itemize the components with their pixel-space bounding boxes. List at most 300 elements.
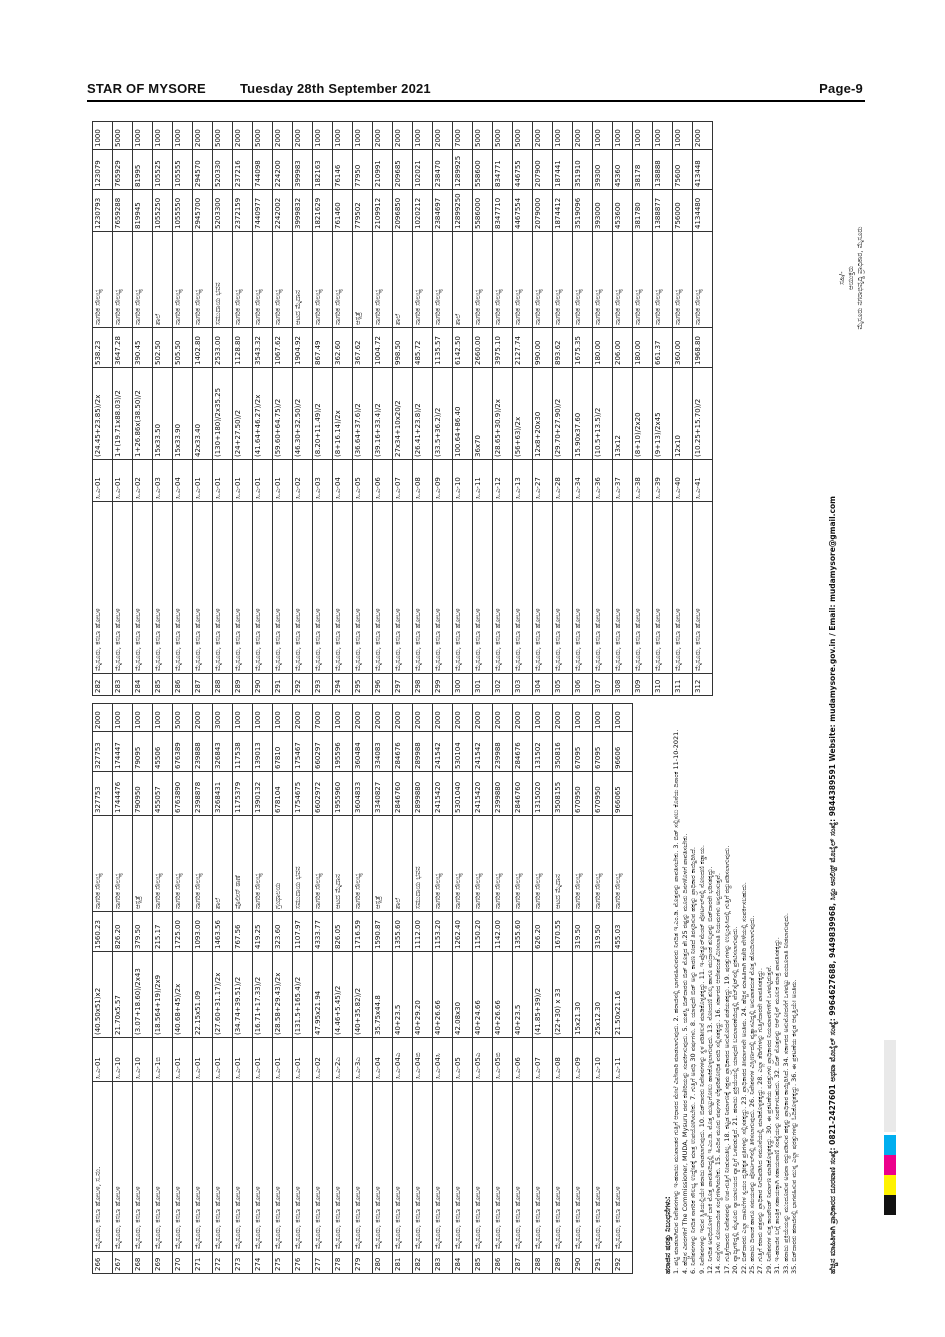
table-cell: 3647.28	[113, 328, 133, 368]
table-cell: ಸಿ.ಎ-08	[553, 1038, 573, 1082]
table-cell: 308	[613, 674, 633, 696]
table-cell: 3000	[213, 704, 233, 732]
table-row	[133, 704, 153, 1274]
table-cell: ಮೈಸೂರು, ಕಸಬಾ ಹೋಬಳಿ	[573, 502, 593, 674]
table-cell: 311	[673, 674, 693, 696]
table-cell: 1000	[613, 122, 633, 150]
table-cell: ಆಟದ ಮೈದಾನ	[293, 232, 313, 328]
table-cell: 286	[493, 1252, 513, 1274]
table-cell: 2096850	[393, 190, 413, 232]
table-cell: 27x34+10x20/2	[393, 368, 413, 460]
table-cell: ಮೈಸೂರು, ಕಸಬಾ ಹೋಬಳಿ	[413, 502, 433, 674]
table-cell: 40+23.5	[393, 952, 413, 1038]
table-cell: ಮೈಸೂರು, ಕಸಬಾ ಹೋಬಳಿ	[153, 1082, 173, 1252]
table-cell: 2000	[493, 704, 513, 732]
table-cell: 1000	[273, 704, 293, 732]
table-cell: (16.71+17.33)/2	[253, 952, 273, 1038]
table-cell: ಸಿ.ಎ-09	[573, 1038, 593, 1082]
table-cell: 292	[293, 674, 313, 696]
table-cell: ಮೈಸೂರು, ಕಸಬಾ ಹೋಬಳಿ	[193, 502, 213, 674]
table-cell: ಮೈಸೂರು, ಕಸಬಾ ಹೋಬಳಿ	[613, 502, 633, 674]
table-cell: 2384697	[433, 190, 453, 232]
table-cell: ಮೈಸೂರು, ಕಸಬಾ ಹೋಬಳಿ	[173, 1082, 193, 1252]
signature-mark: ಸಹಿ/-	[838, 271, 846, 285]
table-cell: (4.46+5.45)/2	[333, 952, 353, 1038]
table-row	[293, 704, 313, 1274]
table-cell: 893.62	[553, 328, 573, 368]
table-cell: ಮೈಸೂರು, ಕಸಬಾ ಹೋಬಳಿ	[373, 1082, 393, 1252]
table-cell: ಮೈಸೂರು, ಕಸಬಾ ಹೋಬಳಿ	[473, 1082, 493, 1252]
table-cell: 302	[493, 674, 513, 696]
terms-line: 25. ಹರಾಜು ದಿನಾಂಕ ಹಾಗೂ ಸಮಯವನ್ನು ಪೋರ್ಟಲ್‌ನಲ್ಲಿ ತಿಳಿಸಲಾಗುವುದು. 26. ನಿವೇಶನಗಳ ವಿಸ್ತೀರ್ಣದಲ್ಲಿ ವ್ಯತ್ಯಾಸವಿದ್ದಲ್ಲಿ ಅನುಪಾತದಂತೆ ಮೊತ್ತ ಹೊಂದಿಸಲಾಗುವುದು.	[748, 915, 757, 1274]
table-cell: ಸಿ.ಎ-40	[673, 460, 693, 502]
table-cell: 3508155	[553, 772, 573, 816]
table-cell: 25x12.30	[593, 952, 613, 1038]
table-cell: 42x33.40	[193, 368, 213, 460]
table-cell: ಸಿ.ಎ-04	[373, 1038, 393, 1082]
table-row	[433, 122, 453, 696]
table-cell: 744098	[253, 150, 273, 190]
table-cell: ನಾಗರಿಕ ಸೌಲಭ್ಯ	[373, 232, 393, 328]
table-row	[233, 704, 253, 1274]
table-cell: ಮೈಸೂರು, ಕಸಬಾ ಹೋಬಳಿ	[213, 502, 233, 674]
table-cell: 351910	[573, 150, 593, 190]
table-cell: ಸಿ.ಎ-01	[93, 460, 113, 502]
table-row	[353, 704, 373, 1274]
table-row	[113, 122, 133, 696]
table-cell: 2000	[293, 704, 313, 732]
table-cell: ನಾಗರಿಕ ಸೌಲಭ್ಯ	[353, 816, 373, 912]
table-cell: (33.5+36.2)/2	[433, 368, 453, 460]
table-cell: (26.41+23.8)/2	[413, 368, 433, 460]
table-cell: 282	[93, 674, 113, 696]
table-cell: 7440977	[253, 190, 273, 232]
table-row	[433, 704, 453, 1274]
table-row	[193, 122, 213, 696]
table-cell: 1590.87	[373, 912, 393, 952]
table-cell: 305	[553, 674, 573, 696]
table-cell: ಮೈಸೂರು, ಕಸಬಾ ಹೋಬಳಿ	[293, 502, 313, 674]
table-cell: (40.68+45)/2x	[173, 952, 193, 1038]
table-cell: 288	[533, 1252, 553, 1274]
table-cell: ಸಿ.ಎ-01	[233, 460, 253, 502]
table-row	[233, 122, 253, 696]
table-cell: 239888	[193, 732, 213, 772]
table-cell: 238470	[433, 150, 453, 190]
table-cell: 1390132	[253, 772, 273, 816]
table-cell: ಸಿ.ಎ-41	[693, 460, 713, 502]
table-cell: 1904.92	[293, 328, 313, 368]
table-cell: ಸಿ.ಎ-03	[313, 460, 333, 502]
table-cell: ಸಿ.ಎ-38	[633, 460, 653, 502]
table-cell: 1754675	[293, 772, 313, 816]
cmyk-cyan	[884, 1135, 896, 1155]
table-cell: 296	[373, 674, 393, 696]
signatory-office: ಮೈಸೂರು ನಗರಾಭಿವೃದ್ಧಿ ಪ್ರಾಧಿಕಾರ, ಮೈಸೂರು	[856, 226, 864, 330]
table-row	[553, 704, 573, 1274]
table-cell: 5000	[493, 122, 513, 150]
table-cell: ಮೈಸೂರು, ಕಸಬಾ ಹೋಬಳಿ, ಸ.ನಂ.	[93, 1082, 113, 1252]
table-cell: 96606	[613, 732, 633, 772]
table-cell: 2109912	[373, 190, 393, 232]
table-cell: 237216	[233, 150, 253, 190]
table-cell: 1821629	[313, 190, 333, 232]
table-cell: ಮೈಸೂರು, ಕಸಬಾ ಹೋಬಳಿ	[373, 502, 393, 674]
table-cell: 505.50	[173, 328, 193, 368]
table-cell: ನಾಗರಿಕ ಸೌಲಭ್ಯ	[473, 232, 493, 328]
table-row	[513, 704, 533, 1274]
table-cell: 867.49	[313, 328, 333, 368]
table-cell: (8+10)/2x20	[633, 368, 653, 460]
table-row	[533, 122, 553, 696]
table-cell: ಮೈಸೂರು, ಕಸಬಾ ಹೋಬಳಿ	[633, 502, 653, 674]
table-cell: ಸಿ.ಎ-07	[393, 460, 413, 502]
table-cell: ಸಿ.ಎ-04ಬಿ	[413, 1038, 433, 1082]
table-cell: 1000	[113, 704, 133, 732]
table-row	[273, 704, 293, 1274]
table-cell: 1289925	[453, 150, 473, 190]
table-cell: 2000	[533, 122, 553, 150]
table-cell: ನಾಗರಿಕ ಸೌಲಭ್ಯ	[153, 816, 173, 912]
auction-terms	[664, 122, 824, 1274]
table-row	[93, 122, 113, 696]
table-cell: 266	[93, 1252, 113, 1274]
table-cell: 362.60	[333, 328, 353, 368]
terms-line: 17. ಗುತ್ತಿಗೆದಾರರು ನಿವೇಶನವನ್ನು ಉಪ-ಗುತ್ತಿಗೆ ನೀಡುವಂತಿಲ್ಲ. 18. ಕಟ್ಟಡ ನಿರ್ಮಾಣಕ್ಕೆ ಸಕ್ಷಮ ಪ್ರಾಧಿಕಾರದ ಅನುಮೋದನೆ ಪಡೆಯತಕ್ಕದ್ದು. 19. ಷರತ್ತುಗಳನ್ನು ಉಲ್ಲಂಘಿಸಿದಲ್ಲಿ ಗುತ್ತಿಗೆ ರದ್ದುಪಡಿಸಲಾಗುವುದು.	[722, 845, 731, 1274]
table-cell: ನಾಗರಿಕ ಸೌಲಭ್ಯ	[613, 232, 633, 328]
table-cell: 2000	[433, 704, 453, 732]
table-cell: ಮೈಸೂರು, ಕಸಬಾ ಹೋಬಳಿ	[313, 502, 333, 674]
table-cell: 1955960	[333, 772, 353, 816]
table-cell: ಆಸ್ಪತ್ರೆ	[133, 816, 153, 912]
table-cell: 3268431	[213, 772, 233, 816]
table-cell: (18.564+19)/2x9	[153, 952, 173, 1038]
table-cell: 2372159	[233, 190, 253, 232]
table-row	[473, 122, 493, 696]
table-cell: (59.60+64.75)/2	[273, 368, 293, 460]
table-cell: 209685	[393, 150, 413, 190]
table-cell: 299	[433, 674, 453, 696]
table-cell: ನಾಗರಿಕ ಸೌಲಭ್ಯ	[173, 232, 193, 328]
table-cell: 289	[553, 1252, 573, 1274]
table-cell: ಮೈಸೂರು, ಕಸಬಾ ಹೋಬಳಿ	[273, 1082, 293, 1252]
table-cell: 2399880	[493, 772, 513, 816]
cmyk-yellow	[884, 1175, 896, 1195]
table-cell: 284676	[513, 732, 533, 772]
table-cell: 1067.62	[273, 328, 293, 368]
table-cell: ಮೈಸೂರು, ಕಸಬಾ ಹೋಬಳಿ	[473, 502, 493, 674]
table-cell: 40+23.5	[513, 952, 533, 1038]
table-cell: ಮೈಸೂರು, ಕಸಬಾ ಹೋಬಳಿ	[573, 1082, 593, 1252]
terms-lines	[672, 122, 798, 1274]
table-cell: ನಾಗರಿಕ ಸೌಲಭ್ಯ	[573, 232, 593, 328]
table-cell: (40.50x51)x2	[93, 952, 113, 1038]
table-row	[113, 704, 133, 1274]
table-cell: 292	[613, 1252, 633, 1274]
table-cell: ಸಿ.ಎ-13	[513, 460, 533, 502]
table-cell: 1135.57	[433, 328, 453, 368]
table-row	[313, 704, 333, 1274]
table-cell: 67095	[593, 732, 613, 772]
table-cell: 502.50	[153, 328, 173, 368]
table-cell: 390.45	[133, 328, 153, 368]
table-cell: ಸಿ.ಎ-37	[613, 460, 633, 502]
table-cell: 350816	[553, 732, 573, 772]
table-cell: (34.74+39.51)/2	[233, 952, 253, 1038]
table-cell: 2415420	[433, 772, 453, 816]
table-cell: 271	[193, 1252, 213, 1274]
table-cell: 1968.80	[693, 328, 713, 368]
table-cell: 1744476	[113, 772, 133, 816]
table-cell: ಪೊಲೀಸ್ ಠಾಣೆ	[233, 816, 253, 912]
table-cell: 5301040	[453, 772, 473, 816]
table-row	[413, 122, 433, 696]
table-cell: 5000	[253, 122, 273, 150]
table-cell: 826.05	[333, 912, 353, 952]
table-cell: 661.37	[653, 328, 673, 368]
table-cell: 4467554	[513, 190, 533, 232]
table-cell: 6602972	[313, 772, 333, 816]
table-cell: ನಾಗರಿಕ ಸೌಲಭ್ಯ	[573, 816, 593, 912]
table-row	[333, 704, 353, 1274]
table-cell: 15.90x37.60	[573, 368, 593, 460]
table-cell: ಸಿ.ಎ-36	[593, 460, 613, 502]
table-cell: (36.64+37.6)/2	[353, 368, 373, 460]
table-cell: 207900	[533, 150, 553, 190]
table-row	[153, 122, 173, 696]
table-cell: 12x10	[673, 368, 693, 460]
terms-line: 20. ವ್ಯಾಜ್ಯಗಳಿದ್ದಲ್ಲಿ ಮೈಸೂರು ನ್ಯಾಯಾಲಯದ ವ್ಯಾಪ್ತಿಗೆ ಒಳಪಡುತ್ತದೆ. 21. ಹರಾಜು ಪ್ರಕ್ರಿಯೆಯಲ್ಲಿ ಯಾವುದೇ ಬದಲಾವಣೆಯಿದ್ದಲ್ಲಿ ವೆಬ್‌ಸೈಟ್‌ನಲ್ಲಿ ಪ್ರಕಟಿಸಲಾಗುವುದು.	[731, 926, 740, 1274]
table-cell: 75600	[673, 150, 693, 190]
table-cell: 210991	[373, 150, 393, 190]
table-cell: 294570	[193, 150, 213, 190]
table-cell: 1463.56	[213, 912, 233, 952]
table-cell: ಮೈಸೂರು, ಕಸಬಾ ಹೋಬಳಿ	[393, 1082, 413, 1252]
table-cell: ಮೈಸೂರು, ಕಸಬಾ ಹೋಬಳಿ	[233, 502, 253, 674]
signature-block	[838, 158, 864, 398]
table-cell: ಆಟದ ಮೈದಾನ	[553, 816, 573, 912]
table-row	[593, 122, 613, 696]
table-cell: 288	[213, 674, 233, 696]
table-cell: 5586000	[473, 190, 493, 232]
table-cell: 1000	[333, 122, 353, 150]
table-cell: 3543.32	[253, 328, 273, 368]
table-cell: ಮೈಸೂರು, ಕಸಬಾ ಹೋಬಳಿ	[413, 1082, 433, 1252]
table-cell: ನಾಗರಿಕ ಸೌಲಭ್ಯ	[613, 816, 633, 912]
table-cell: 2000	[453, 704, 473, 732]
table-cell: ಸಿ.ಎ-05ಎ	[473, 1038, 493, 1082]
table-cell: 67095	[573, 732, 593, 772]
table-cell: (27.60+31.17)/2x	[213, 952, 233, 1038]
table-cell: ನಾಗರಿಕ ಸೌಲಭ್ಯ	[273, 232, 293, 328]
table-cell: 485.72	[413, 328, 433, 368]
table-cell: 278	[333, 1252, 353, 1274]
table-cell: 761460	[333, 190, 353, 232]
table-cell: ಸಿ.ಎ-01	[113, 460, 133, 502]
table-cell: 1004.72	[373, 328, 393, 368]
table-cell: 287	[193, 674, 213, 696]
table-cell: 834771	[493, 150, 513, 190]
table-cell: ಸಿ.ಎ-1ಬಿ	[153, 1038, 173, 1082]
table-cell: 267	[113, 1252, 133, 1274]
table-cell: (10.25+15.70)/2	[693, 368, 713, 460]
table-cell: 4333.77	[313, 912, 333, 952]
table-cell: 399983	[293, 150, 313, 190]
table-cell: 290	[573, 1252, 593, 1274]
table-row	[253, 704, 273, 1274]
table-cell: ಸಿ.ಎ-01	[273, 1038, 293, 1082]
table-cell: ಸಿ.ಎ-01	[213, 1038, 233, 1082]
table-cell: 2000	[693, 122, 713, 150]
table-cell: ಆಸ್ಪತ್ರೆ	[373, 816, 393, 912]
table-row	[493, 122, 513, 696]
table-cell: 2000	[473, 704, 493, 732]
table-cell: ನಾಗರಿಕ ಸೌಲಭ್ಯ	[533, 816, 553, 912]
table-cell: ನಾಗರಿಕ ಸೌಲಭ್ಯ	[533, 232, 553, 328]
table-row	[613, 704, 633, 1274]
table-cell: ಸಿ.ಎ-10	[113, 1038, 133, 1082]
table-cell: (3.07+18.60)/2x43	[133, 952, 153, 1038]
table-cell: 100.64+86.40	[453, 368, 473, 460]
table-cell: 1670.55	[553, 912, 573, 952]
table-cell: ನಾಗರಿಕ ಸೌಲಭ್ಯ	[333, 232, 353, 328]
table-cell: (41.64+46.27)/2x	[253, 368, 273, 460]
table-cell: 15x21.30	[573, 952, 593, 1038]
table-cell: ಸಿ.ಎ-09	[433, 460, 453, 502]
table-cell: 327753	[93, 772, 113, 816]
signatory-title: ಆಯುಕ್ತರು	[847, 265, 855, 291]
table-cell: ಸಿ.ಎ-01	[253, 1038, 273, 1082]
table-cell: ನಾಗರಿಕ ಸೌಲಭ್ಯ	[173, 816, 193, 912]
table-cell: ಮೈಸೂರು, ಕಸಬಾ ಹೋಬಳಿ	[553, 1082, 573, 1252]
table-cell: 520330	[213, 150, 233, 190]
table-cell: ನಾಗರಿಕ ಸೌಲಭ್ಯ	[93, 232, 113, 328]
table-cell: 295	[353, 674, 373, 696]
table-cell: 1262.40	[453, 912, 473, 952]
table-cell: 379.50	[133, 912, 153, 952]
table-cell: 5000	[513, 122, 533, 150]
table-cell: 3340827	[373, 772, 393, 816]
table-cell: 2000	[93, 704, 113, 732]
table-cell: ಸಿ.ಎ-27	[533, 460, 553, 502]
table-cell: ಶಾಲೆ	[453, 232, 473, 328]
table-cell: 826.20	[113, 912, 133, 952]
table-cell: 2079000	[533, 190, 553, 232]
table-cell: ಆಟದ ಮೈದಾನ	[333, 816, 353, 912]
table-cell: 303	[513, 674, 533, 696]
table-cell: 1175379	[233, 772, 253, 816]
table-cell: 304	[533, 674, 553, 696]
table-cell: 105555	[173, 150, 193, 190]
print-margin-bar	[884, 1040, 896, 1132]
table-cell: ಮೈಸೂರು, ಕಸಬಾ ಹೋಬಳಿ	[313, 1082, 333, 1252]
table-cell: 105525	[153, 150, 173, 190]
table-cell: 7000	[453, 122, 473, 150]
table-cell: 327753	[93, 732, 113, 772]
table-cell: ಮೈಸೂರು, ಕಸಬಾ ಹೋಬಳಿ	[693, 502, 713, 674]
table-cell: 7000	[313, 704, 333, 732]
table-cell: 2000	[393, 704, 413, 732]
table-cell: 42.08x30	[453, 952, 473, 1038]
table-cell: 393000	[593, 190, 613, 232]
table-cell: 819945	[133, 190, 153, 232]
table-cell: ಮೈಸೂರು, ಕಸಬಾ ಹೋಬಳಿ	[513, 502, 533, 674]
table-row	[93, 704, 113, 1274]
table-cell: ಮೈಸೂರು, ಕಸಬಾ ಹೋಬಳಿ	[253, 1082, 273, 1252]
table-cell: 1230793	[93, 190, 113, 232]
table-cell: 998.50	[393, 328, 413, 368]
table-cell: 301	[473, 674, 493, 696]
table-cell: ಮೈಸೂರು, ಕಸಬಾ ಹೋಬಳಿ	[253, 502, 273, 674]
table-cell: ಸಿ.ಎ-04ಎ	[393, 1038, 413, 1082]
table-cell: ಸಿ.ಎ-34	[573, 460, 593, 502]
table-cell: 1000	[613, 704, 633, 732]
table-cell: (28.58+29.43)/2x	[273, 952, 293, 1038]
table-cell: ಸಿ.ಎ-10	[453, 460, 473, 502]
table-cell: ನಾಗರಿಕ ಸೌಲಭ್ಯ	[513, 816, 533, 912]
table-cell: ಮೈಸೂರು, ಕಸಬಾ ಹೋಬಳಿ	[133, 1082, 153, 1252]
table-cell: ನಾಗರಿಕ ಸೌಲಭ್ಯ	[593, 816, 613, 912]
table-cell: ಸಿ.ಎ-06	[513, 1038, 533, 1082]
table-cell: 300	[453, 674, 473, 696]
table-cell: ಮೈಸೂರು, ಕಸಬಾ ಹೋಬಳಿ	[113, 1082, 133, 1252]
table-cell: 5000	[473, 122, 493, 150]
table-cell: 1000	[313, 122, 333, 150]
table-cell: 273	[233, 1252, 253, 1274]
table-row	[313, 122, 333, 696]
table-row	[553, 122, 573, 696]
table-cell: ಮೈಸೂರು, ಕಸಬಾ ಹೋಬಳಿ	[433, 502, 453, 674]
notice-content	[86, 118, 866, 1278]
table-cell: 2660.00	[473, 328, 493, 368]
table-cell: 2127.74	[513, 328, 533, 368]
table-cell: 367.62	[353, 328, 373, 368]
table-cell: 102021	[413, 150, 433, 190]
table-cell: ಸಿ.ಎ-04ಸಿ	[433, 1038, 453, 1082]
table-cell: ಸಿ.ಎ-01	[193, 1038, 213, 1082]
table-cell: ನಾಗರಿಕ ಸೌಲಭ್ಯ	[493, 232, 513, 328]
table-cell: ಸಿ.ಎ-10	[593, 1038, 613, 1082]
table-cell: 1874412	[553, 190, 573, 232]
table-cell: (28.65+30.9)/2x	[493, 368, 513, 460]
table-cell: 1000	[353, 122, 373, 150]
table-cell: ಗ್ರಂಥಾಲಯ	[273, 816, 293, 912]
table-cell: ಮೈಸೂರು, ಕಸಬಾ ಹೋಬಳಿ	[273, 502, 293, 674]
table-cell: ಸಿ.ಎ-01	[293, 1038, 313, 1082]
table-cell: 297	[393, 674, 413, 696]
table-cell: 3999832	[293, 190, 313, 232]
table-cell: 195596	[333, 732, 353, 772]
table-cell: 187441	[553, 150, 573, 190]
table-cell: 1000	[633, 122, 653, 150]
table-cell: 2242002	[273, 190, 293, 232]
table-cell: ಸಿ.ಎ-28	[553, 460, 573, 502]
table-cell: 7659288	[113, 190, 133, 232]
table-cell: 1725.00	[173, 912, 193, 952]
table-cell: ಸಿ.ಎ-04	[173, 460, 193, 502]
site-table-left	[92, 703, 633, 1274]
table-row	[193, 704, 213, 1274]
terms-line: 12. ನಿಗದಿತ ಅವಧಿಯೊಳಗೆ ಬಾಕಿ ಮೊತ್ತ ಪಾವತಿಸದಿದ್ದಲ್ಲಿ ಇ.ಎಂ.ಡಿ. ಮೊತ್ತ ಮುಟ್ಟುಗೋಲು ಹಾಕಿಕೊಳ್ಳಲಾಗುವುದು. 13. ನೋಂದಣಿ ಶುಲ್ಕ ಹಾಗೂ ಮುದ್ರಾಂಕ ಶುಲ್ಕವನ್ನು ಬಿಡ್‌ದಾರರೇ ಭರಿಸತಕ್ಕದ್ದು.	[706, 866, 715, 1274]
table-cell: ಸಿ.ಎ-04	[333, 460, 353, 502]
table-cell: 81995	[133, 150, 153, 190]
table-cell: ಸಿ.ಎ-05ಬಿ	[493, 1038, 513, 1082]
table-cell: 298	[413, 674, 433, 696]
publication-name: STAR OF MYSORE	[87, 81, 206, 96]
table-cell: 1055550	[173, 190, 193, 232]
table-cell: 765929	[113, 150, 133, 190]
table-cell: 1402.80	[193, 328, 213, 368]
